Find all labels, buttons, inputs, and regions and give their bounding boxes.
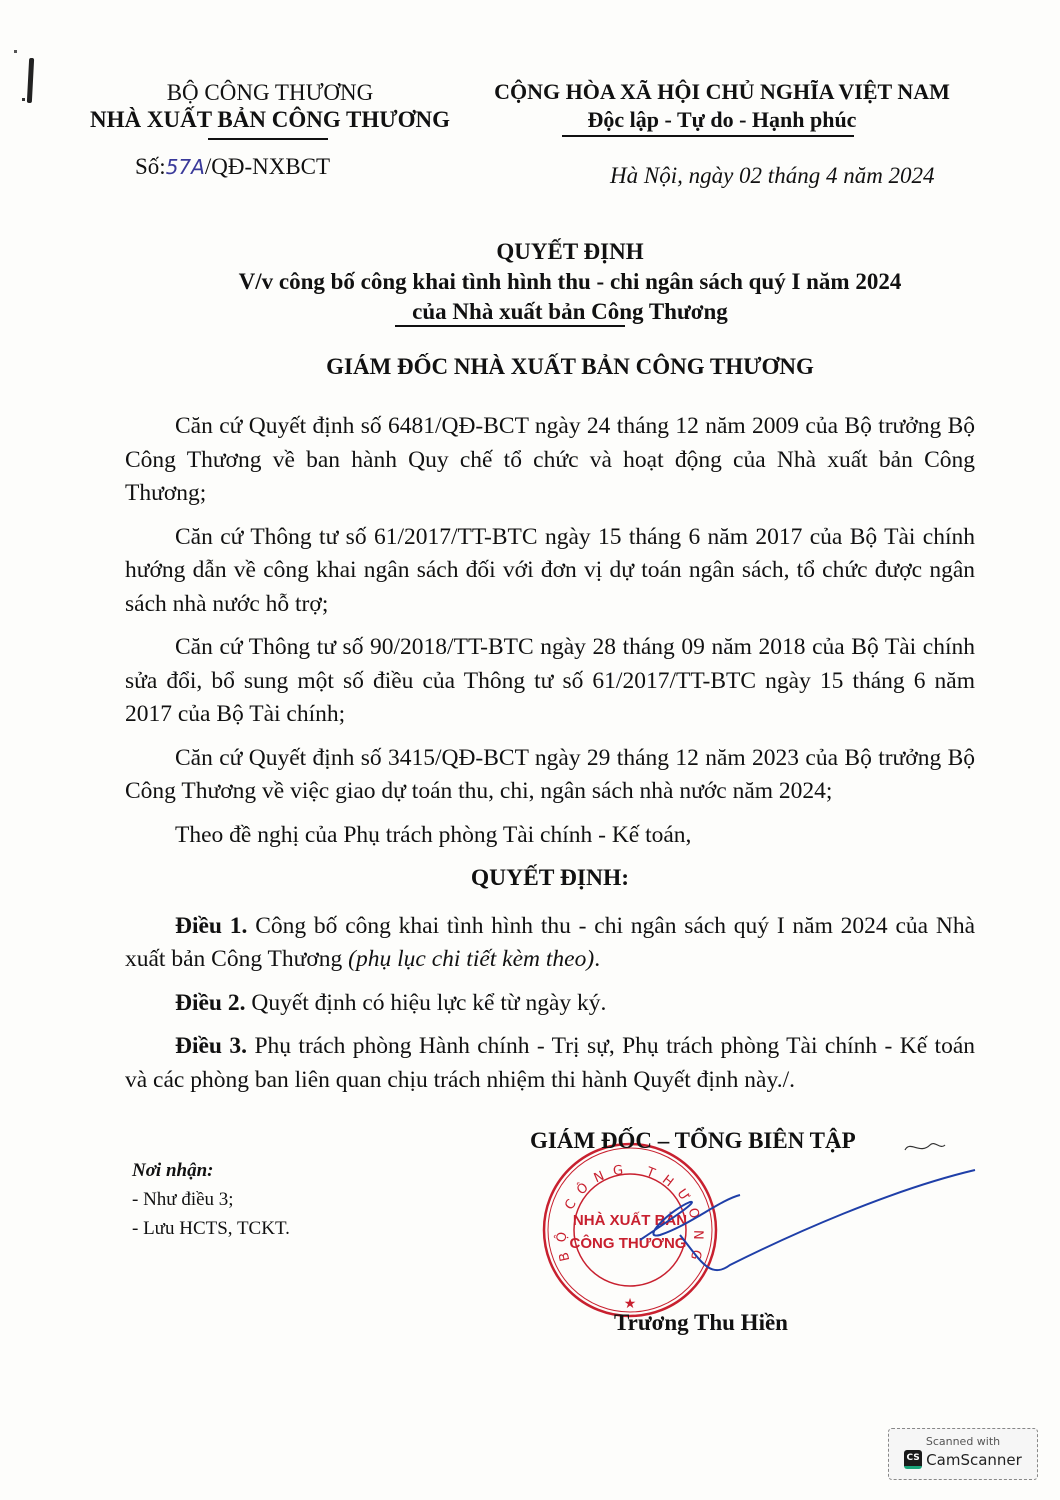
star-icon: ★ bbox=[623, 1297, 637, 1312]
article-text: Quyết định có hiệu lực kể từ ngày ký. bbox=[251, 989, 607, 1016]
recipient-item: - Như điều 3; bbox=[132, 1189, 234, 1210]
article-label: Điều 3. bbox=[175, 1033, 248, 1059]
article-2 bbox=[125, 987, 975, 1021]
national-header bbox=[462, 78, 982, 134]
article-label: Điều 1. bbox=[175, 912, 248, 939]
handwritten-signature bbox=[560, 1140, 990, 1280]
document-number bbox=[135, 154, 330, 180]
camscanner-logo-icon: CS bbox=[904, 1450, 922, 1469]
number-suffix: /QĐ-NXBCT bbox=[204, 154, 331, 179]
preamble-paragraph: Theo đề nghị của Phụ trách phòng Tài chính - Kế toán, bbox=[175, 821, 692, 848]
margin-dot bbox=[14, 50, 17, 53]
publisher-name: NHÀ XUẤT BẢN CÔNG THƯƠNG bbox=[90, 107, 450, 132]
title-subject-line1: V/v công bố công khai tình hình thu - chi ngân sách quý I năm 2024 bbox=[238, 269, 902, 294]
article-end: . bbox=[594, 946, 601, 972]
signer-name: Trương Thu Hiền bbox=[614, 1310, 788, 1335]
number-handwritten: 57A bbox=[165, 155, 205, 179]
document-title bbox=[130, 237, 1010, 327]
decision-heading: QUYẾT ĐỊNH: bbox=[470, 865, 630, 891]
stamp-line2: CÔNG THƯƠNG bbox=[569, 1235, 687, 1252]
issue-date: Hà Nội, ngày 02 tháng 4 năm 2024 bbox=[610, 163, 935, 188]
article-italic: (phụ lục chi tiết kèm theo) bbox=[348, 946, 595, 972]
title-underline bbox=[395, 325, 625, 327]
stamp-line1: NHÀ XUẤT BẢN bbox=[572, 1212, 688, 1229]
recipient-item: - Lưu HCTS, TCKT. bbox=[132, 1218, 290, 1239]
authority-heading: GIÁM ĐỐC NHÀ XUẤT BẢN CÔNG THƯƠNG bbox=[326, 354, 814, 379]
article-label: Điều 2. bbox=[175, 989, 246, 1016]
stamp-ring-text: BỘ CÔNG THƯƠNG bbox=[554, 1162, 706, 1271]
recipients bbox=[132, 1156, 290, 1243]
recipients-heading: Nơi nhận: bbox=[132, 1160, 214, 1181]
header-underline bbox=[208, 138, 328, 140]
motto-underline bbox=[562, 135, 854, 137]
watermark-caption: Scanned with bbox=[925, 1435, 1001, 1448]
margin-dot bbox=[22, 98, 25, 101]
watermark-brand: CamScanner bbox=[926, 1450, 1022, 1469]
title-heading: QUYẾT ĐỊNH bbox=[496, 239, 644, 264]
national-motto: Độc lập - Tự do - Hạnh phúc bbox=[587, 107, 857, 132]
signer-title: GIÁM ĐỐC – TỔNG BIÊN TẬP bbox=[530, 1128, 856, 1153]
title-subject-line2: của Nhà xuất bản Công Thương bbox=[412, 299, 728, 324]
ministry-name: BỘ CÔNG THƯƠNG bbox=[166, 80, 374, 105]
issuer-header bbox=[60, 80, 480, 134]
number-prefix: Số: bbox=[135, 154, 166, 179]
article-1 bbox=[125, 910, 975, 977]
article-3 bbox=[125, 1030, 975, 1097]
preamble-paragraph: Căn cứ Quyết định số 6481/QĐ-BCT ngày 24 tháng 12 năm 2009 của Bộ trưởng Bộ Công Thương về ban hành Quy chế tổ chức và hoạt động của Nhà xuất bản Công Thương; bbox=[125, 413, 975, 506]
margin-mark bbox=[27, 58, 34, 103]
preamble-paragraph: Căn cứ Thông tư số 90/2018/TT-BTC ngày 28 tháng 09 năm 2018 của Bộ Tài chính sửa đổi, bổ sung một số điều của Thông tư số 61/2017/TT-BTC ngày 15 tháng 6 năm 2017 của Bộ Tài chính; bbox=[125, 634, 975, 727]
article-text: Công bố công khai tình hình thu - chi ngân sách quý I năm 2024 của Nhà xuất bản Công Thương bbox=[125, 912, 976, 972]
country-name: CỘNG HÒA XÃ HỘI CHỦ NGHĨA VIỆT NAM bbox=[494, 79, 950, 104]
preamble-paragraph: Căn cứ Quyết định số 3415/QĐ-BCT ngày 29 tháng 12 năm 2023 của Bộ trưởng Bộ Công Thương về việc giao dự toán thu, chi, ngân sách nhà nước năm 2024; bbox=[125, 744, 975, 804]
camscanner-watermark bbox=[888, 1428, 1038, 1480]
preamble-paragraph: Căn cứ Thông tư số 61/2017/TT-BTC ngày 15 tháng 6 năm 2017 của Bộ Tài chính hướng dẫn về công khai ngân sách đối với đơn vị dự toán ngân sách, tổ chức được ngân sách nhà nước hỗ trợ; bbox=[125, 523, 975, 617]
article-text: Phụ trách phòng Hành chính - Trị sự, Phụ trách phòng Tài chính - Kế toán và các phòng ban liên quan chịu trách nhiệm thi hành Quyết định này./. bbox=[125, 1033, 975, 1093]
document-body bbox=[125, 410, 975, 1107]
